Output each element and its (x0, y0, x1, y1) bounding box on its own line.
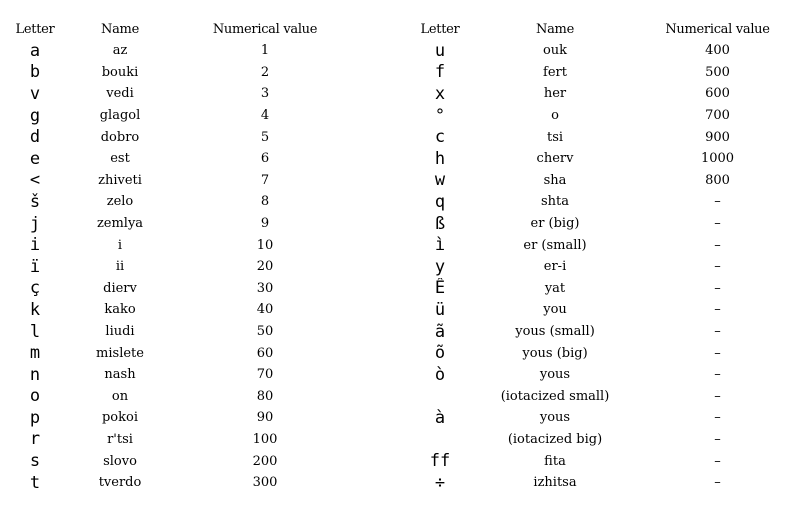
name-cell: tverdo (98, 475, 142, 491)
name-cell: i (117, 237, 123, 253)
table-row (0, 170, 360, 192)
table-row (405, 105, 800, 127)
value-cell: 50 (256, 324, 274, 340)
name-cell: zemlya (96, 216, 144, 232)
value-cell: – (714, 216, 721, 232)
table-row (405, 126, 800, 148)
letter-cell: ç (29, 278, 41, 299)
left-table-container (0, 18, 360, 493)
letter-cell: m (29, 343, 41, 364)
table-row (0, 126, 360, 148)
name-cell: liudi (105, 324, 135, 340)
name-cell: slovo (103, 453, 137, 469)
name-cell: yous (small) (515, 324, 595, 340)
table-row (0, 299, 360, 321)
name-cell: tsi (546, 129, 564, 145)
letter-cell: ò (434, 364, 446, 385)
value-cell: 2 (260, 64, 270, 80)
letter-cell: p (29, 407, 41, 428)
table-row (405, 472, 800, 494)
value-cell: 3 (260, 86, 270, 102)
table-row (405, 278, 800, 300)
letter-header: Letter (420, 21, 460, 37)
table-row (0, 386, 360, 408)
letter-cell: ff (429, 451, 451, 472)
value-cell: 1 (260, 43, 270, 59)
value-cell: 700 (705, 108, 730, 124)
name-cell: zelo (106, 194, 134, 210)
value-cell: – (714, 237, 721, 253)
table-row (405, 429, 800, 451)
name-cell: er (big) (530, 216, 580, 232)
name-cell: er-i (543, 259, 567, 275)
letter-cell: à (434, 407, 446, 428)
letter-cell: ï (29, 256, 41, 277)
header-row (405, 18, 800, 40)
name-cell: mislete (96, 345, 144, 361)
table-row (405, 386, 800, 408)
letter-cell: c (434, 127, 446, 148)
table-row (0, 407, 360, 429)
name-cell: ii (115, 259, 125, 275)
value-cell: 7 (260, 172, 270, 188)
value-cell: 60 (256, 345, 274, 361)
table-row (0, 342, 360, 364)
letter-cell: n (29, 364, 41, 385)
table-row (0, 234, 360, 256)
value-cell: 600 (705, 86, 730, 102)
letter-cell: g (29, 105, 41, 126)
name-cell: shta (540, 194, 570, 210)
letter-cell: ì (434, 235, 446, 256)
name-cell: ouk (542, 43, 568, 59)
table-row (0, 321, 360, 343)
value-cell: 900 (705, 129, 730, 145)
table-row (405, 407, 800, 429)
value-cell: 5 (260, 129, 270, 145)
right-table-body (405, 40, 800, 493)
left-table-body (0, 40, 360, 493)
name-cell: (iotacized small) (500, 388, 610, 404)
table-row (0, 450, 360, 472)
value-cell: 70 (256, 367, 274, 383)
value-cell: – (714, 431, 721, 447)
name-cell: dierv (103, 280, 137, 296)
name-header: Name (536, 21, 574, 37)
table-row (0, 83, 360, 105)
letter-cell: s (29, 451, 41, 472)
value-cell: 200 (252, 453, 278, 469)
letter-cell: ü (434, 299, 446, 320)
letter-cell: j (29, 213, 41, 234)
name-cell: kako (104, 302, 136, 318)
value-cell: – (714, 410, 721, 426)
value-cell: 1000 (700, 151, 735, 167)
table-row (405, 62, 800, 84)
value-cell: – (714, 453, 721, 469)
name-cell: r'tsi (107, 431, 133, 447)
letter-cell: f (434, 62, 446, 83)
name-cell: fert (543, 64, 567, 80)
letter-cell: x (434, 83, 446, 104)
value-cell: 300 (252, 475, 278, 491)
value-cell: 80 (256, 388, 274, 404)
letter-cell: a (29, 40, 41, 61)
name-cell: on (111, 388, 129, 404)
value-cell: 20 (256, 259, 274, 275)
value-cell: 4 (260, 108, 270, 124)
letter-cell: w (434, 170, 446, 191)
name-header: Name (101, 21, 139, 37)
table-row (0, 62, 360, 84)
name-cell: yous (539, 410, 571, 426)
value-cell: 40 (256, 302, 274, 318)
table-row (0, 429, 360, 451)
letter-cell: < (29, 170, 41, 191)
value-cell: 100 (252, 431, 278, 447)
name-cell: zhiveti (98, 172, 142, 188)
letter-header: Letter (15, 21, 55, 37)
letter-cell: k (29, 299, 41, 320)
value-cell: 800 (705, 172, 730, 188)
letter-cell: l (29, 321, 41, 342)
table-row (0, 105, 360, 127)
letter-cell: ÷ (434, 472, 446, 493)
name-cell: yous (big) (522, 345, 588, 361)
right-alphabet-table (405, 18, 800, 493)
name-cell: izhitsa (533, 475, 577, 491)
letter-cell: r (29, 429, 41, 450)
letter-cell: š (29, 191, 41, 212)
value-cell: 8 (260, 194, 270, 210)
letter-cell: ° (434, 105, 446, 126)
value-cell: – (714, 475, 721, 491)
table-row (0, 40, 360, 62)
name-cell: est (110, 151, 130, 167)
table-row (405, 364, 800, 386)
table-row (405, 450, 800, 472)
letter-cell: q (434, 191, 446, 212)
value-cell: 500 (705, 64, 730, 80)
table-row (405, 299, 800, 321)
table-row (405, 170, 800, 192)
name-cell: sha (543, 172, 567, 188)
letter-cell: b (29, 62, 41, 83)
table-row (405, 342, 800, 364)
letter-cell: õ (434, 343, 446, 364)
name-cell: er (small) (523, 237, 587, 253)
value-cell: – (714, 194, 721, 210)
value-cell: 9 (260, 216, 270, 232)
letter-cell: ã (434, 321, 446, 342)
table-row (405, 256, 800, 278)
table-row (405, 148, 800, 170)
name-cell: glagol (99, 108, 141, 124)
table-row (0, 191, 360, 213)
value-header: Numerical value (212, 21, 318, 37)
letter-cell: o (29, 386, 41, 407)
table-row (0, 148, 360, 170)
letter-cell: h (434, 148, 446, 169)
name-cell: yous (539, 367, 571, 383)
value-cell: 6 (260, 151, 270, 167)
name-cell: yat (544, 280, 566, 296)
name-cell: o (551, 108, 559, 124)
left-alphabet-table (0, 18, 360, 493)
header-row (0, 18, 360, 40)
name-cell: bouki (101, 64, 139, 80)
letter-cell: y (434, 256, 446, 277)
value-cell: – (714, 388, 721, 404)
value-cell: 10 (256, 237, 274, 253)
table-row (405, 234, 800, 256)
table-row (0, 278, 360, 300)
name-cell: pokoi (101, 410, 138, 426)
name-cell: vedi (106, 86, 134, 102)
table-row (405, 213, 800, 235)
table-row (405, 321, 800, 343)
name-cell: her (543, 86, 567, 102)
table-row (405, 40, 800, 62)
letter-cell: ß (434, 213, 446, 234)
value-cell: 400 (705, 43, 730, 59)
value-cell: – (714, 280, 721, 296)
value-cell: – (714, 345, 721, 361)
name-cell: fita (544, 453, 566, 469)
name-cell: cherv (536, 151, 574, 167)
name-cell: (iotacized big) (507, 431, 603, 447)
name-cell: dobro (100, 129, 140, 145)
letter-cell: v (29, 83, 41, 104)
value-cell: – (714, 302, 721, 318)
value-cell: – (714, 259, 721, 275)
letter-cell: d (29, 127, 41, 148)
letter-cell: e (29, 148, 41, 169)
table-row (405, 83, 800, 105)
letter-cell (405, 429, 475, 451)
table-row (0, 364, 360, 386)
table-row (0, 256, 360, 278)
table-row (0, 213, 360, 235)
name-cell: you (543, 302, 567, 318)
name-cell: az (112, 43, 128, 59)
table-row (405, 191, 800, 213)
value-cell: – (714, 367, 721, 383)
name-cell: nash (104, 367, 136, 383)
value-cell: 90 (256, 410, 274, 426)
table-row (0, 472, 360, 494)
value-cell: 30 (256, 280, 274, 296)
value-header: Numerical value (665, 21, 770, 37)
value-cell: – (714, 324, 721, 340)
right-table-container (405, 18, 800, 493)
letter-cell: i (29, 235, 41, 256)
letter-cell: Ê (434, 278, 446, 299)
letter-cell: t (29, 472, 41, 493)
letter-cell (405, 386, 475, 408)
letter-cell: u (434, 40, 446, 61)
